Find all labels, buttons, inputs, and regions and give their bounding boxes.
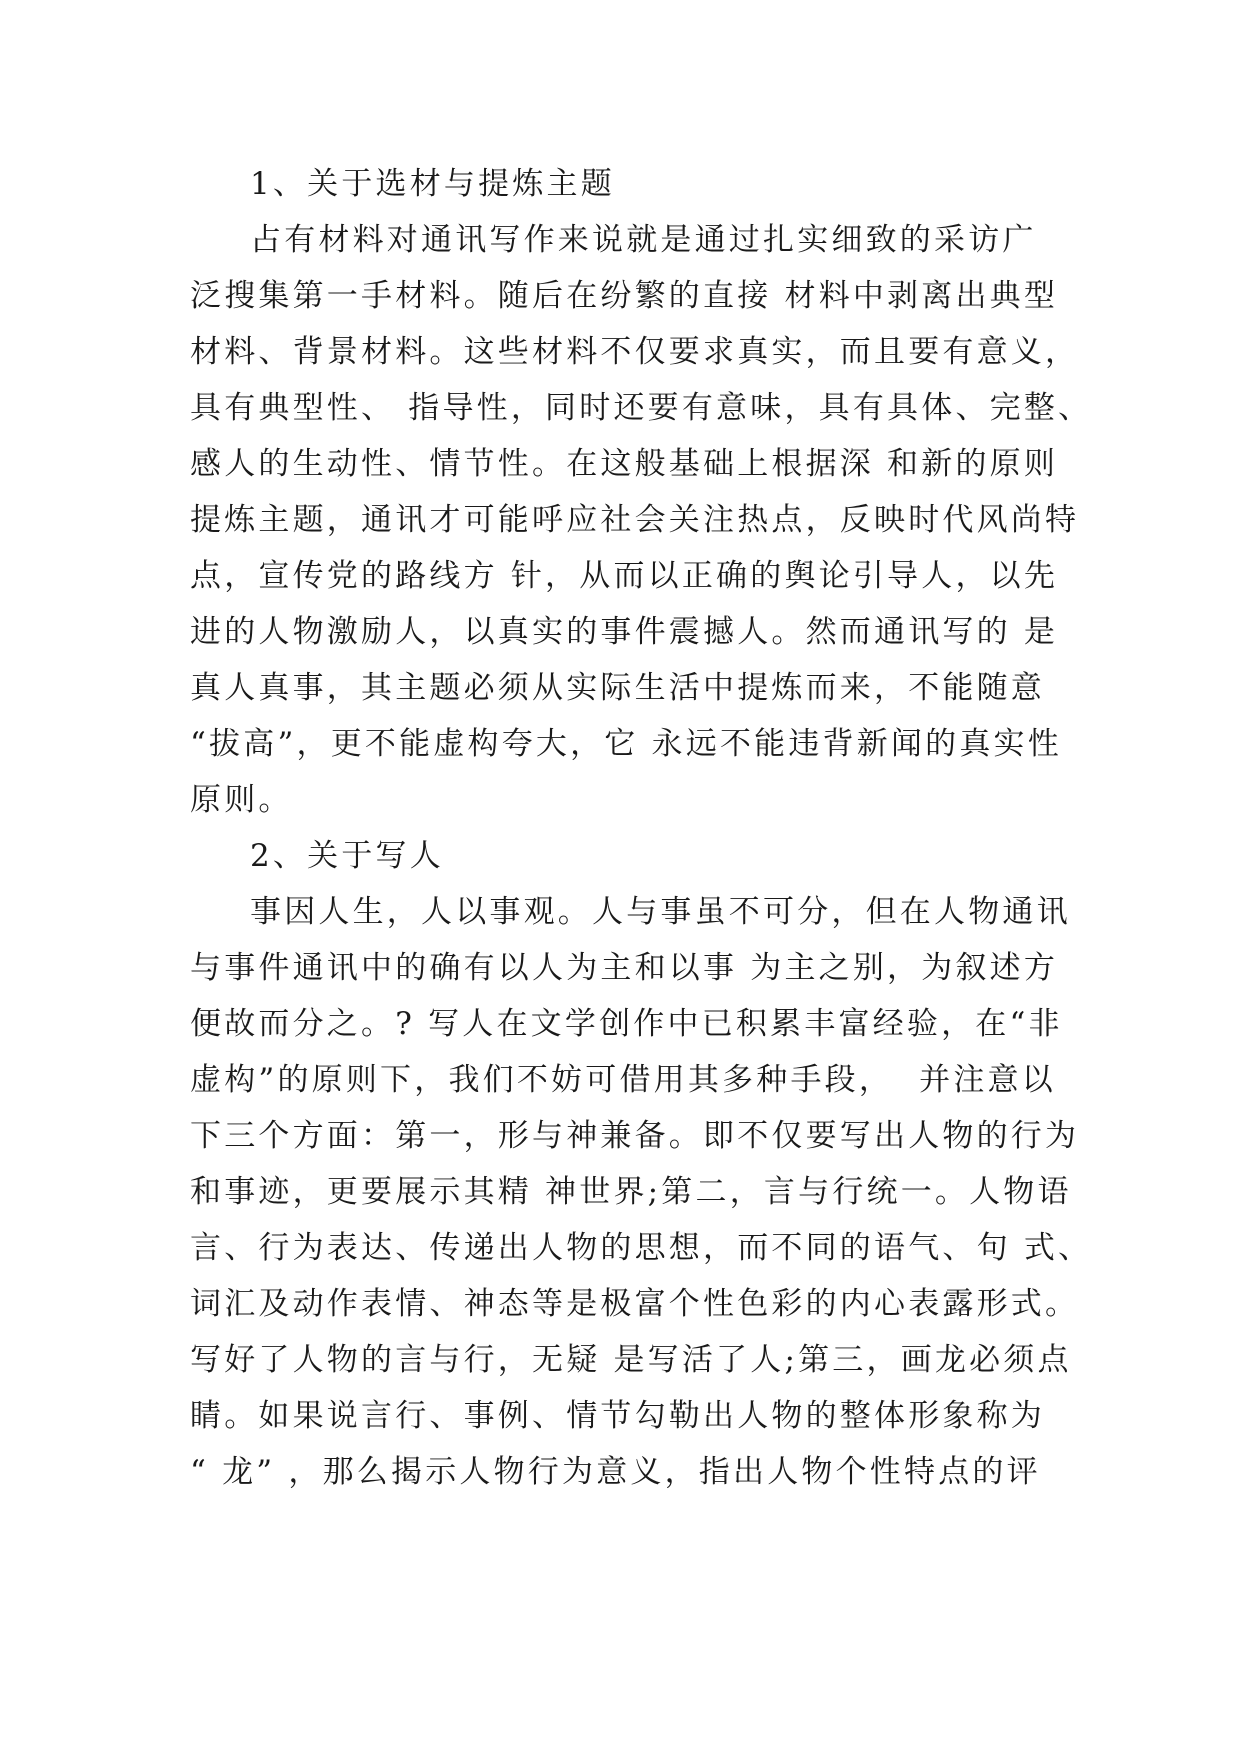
paragraph-line: 与事件通讯中的确有以人为主和以事 为主之别，为叙述方 (190, 950, 1059, 986)
paragraph-line: 占有材料对通讯写作来说就是通过扎实细致的采访广 (250, 222, 1037, 258)
paragraph-line: 进的人物激励人，以真实的事件震撼人。然而通讯写的 是 (190, 614, 1059, 650)
paragraph-line: 具有典型性、 指导性，同时还要有意味，具有具体、完整、 (190, 390, 1093, 426)
paragraph-line: 原则。 (190, 782, 293, 818)
paragraph-line: 事因人生，人以事观。人与事虽不可分，但在人物通讯 (250, 894, 1071, 930)
paragraph-line: 提炼主题，通讯才可能呼应社会关注热点，反映时代风尚特 (190, 502, 1080, 538)
paragraph-line: 材料、背景材料。这些材料不仅要求真实，而且要有意义， (190, 334, 1080, 370)
paragraph-line: 睛。如果说言行、事例、情节勾勒出人物的整体形象称为 (190, 1398, 1045, 1434)
paragraph-line: 言、行为表达、传递出人物的思想，而不同的语气、句 式、 (190, 1230, 1093, 1266)
paragraph-line: 和事迹，更要展示其精 神世界;第二，言与行统一。人物语 (190, 1174, 1072, 1210)
paragraph-line: 点，宣传党的路线方 针，从而以正确的舆论引导人，以先 (190, 558, 1059, 594)
section-heading-1: 1、关于选材与提炼主题 (250, 166, 615, 202)
paragraph-line: 泛搜集第一手材料。随后在纷繁的直接 材料中剥离出典型 (190, 278, 1059, 314)
paragraph-line: “拔高”，更不能虚构夸大，它 永远不能违背新闻的真实性 (190, 726, 1062, 762)
paragraph-line: “ 龙” ，那么揭示人物行为意义，指出人物个性特点的评 (190, 1454, 1041, 1490)
section-heading-2: 2、关于写人 (250, 838, 444, 874)
paragraph-line: 感人的生动性、情节性。在这般基础上根据深 和新的原则 (190, 446, 1059, 482)
paragraph-line: 真人真事，其主题必须从实际生活中提炼而来，不能随意 (190, 670, 1045, 706)
paragraph-line: 便故而分之。? 写人在文学创作中已积累丰富经验，在“非 (190, 1006, 1063, 1042)
paragraph-line: 下三个方面：第一，形与神兼备。即不仅要写出人物的行为 (190, 1118, 1080, 1154)
paragraph-line: 虚构”的原则下，我们不妨可借用其多种手段， 并注意以 (190, 1062, 1056, 1098)
paragraph-line: 词汇及动作表情、神态等是极富个性色彩的内心表露形式。 (190, 1286, 1080, 1322)
paragraph-line: 写好了人物的言与行，无疑 是写活了人;第三，画龙必须点 (190, 1342, 1072, 1378)
